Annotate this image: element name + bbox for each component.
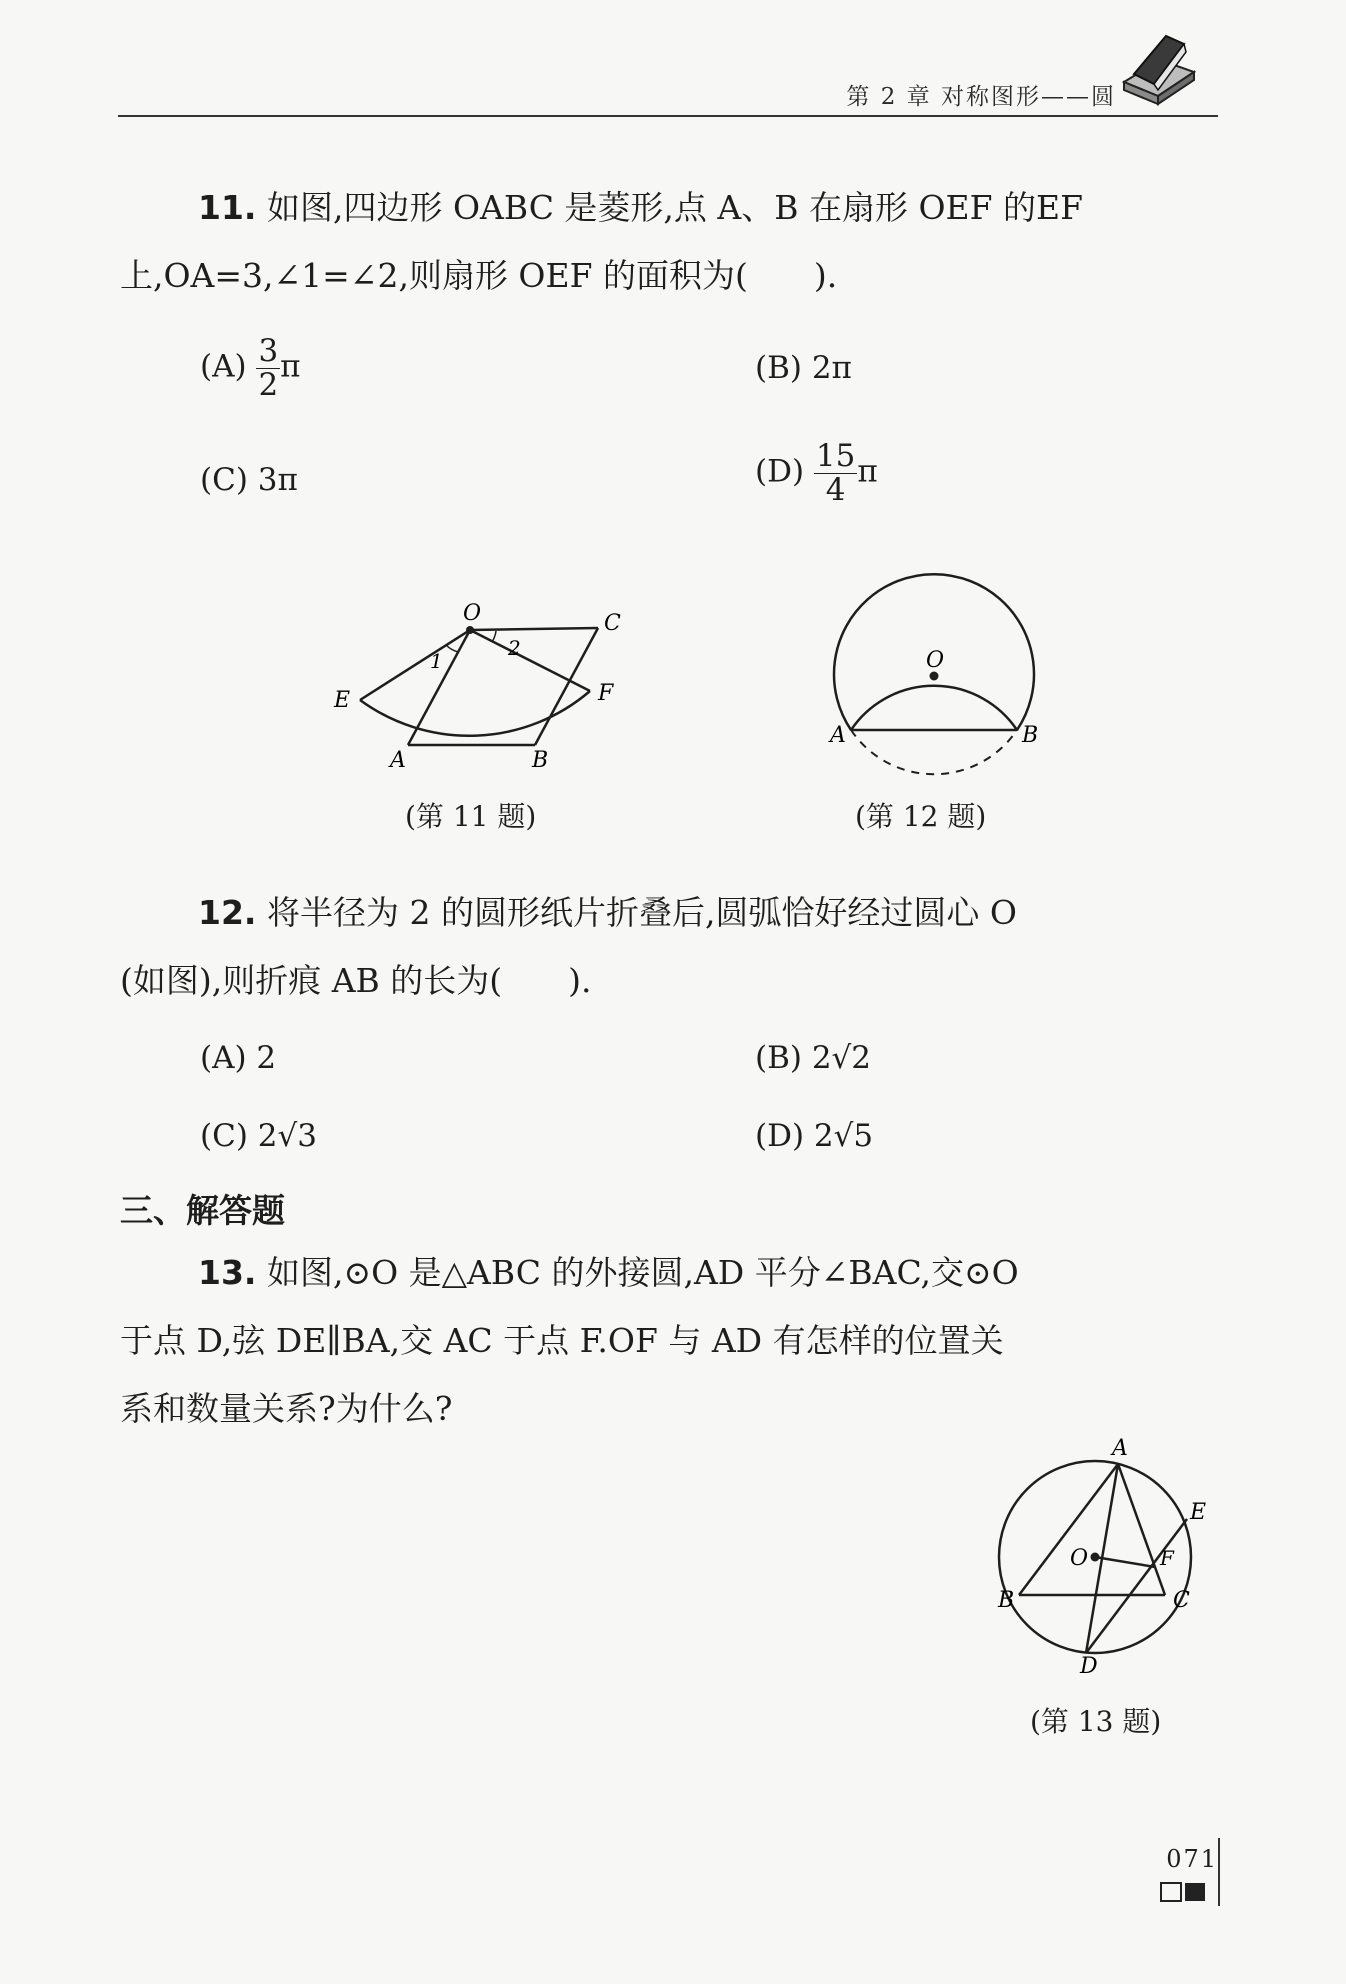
fig13-line-of [1095,1557,1155,1567]
fig13-line-de [1086,1519,1187,1653]
q13-text2: 于点 D,弦 DE∥BA,交 AC 于点 F.OF 与 AD 有怎样的位置关 [120,1321,1004,1360]
fig13-point-o [1091,1553,1100,1562]
fig11-label-a: A [390,748,406,773]
q11-option-a-fraction: $\frac{3}{2}$ [258,333,279,403]
fig13-label-b: B [998,1588,1015,1613]
fig11-label-1: 1 [430,649,443,673]
q11-text2: 上,OA=3,∠1=∠2,则扇形 OEF 的面积为( ). [120,256,838,295]
q12-option-a: (A) 2 [200,1040,277,1076]
footer-rule [1218,1838,1220,1906]
fig11-label-o: O [463,601,482,626]
q13-line1 [120,1240,1225,1306]
fig11-arc-ef [360,691,590,736]
fig11-line-oc [470,628,598,630]
q13-text3: 系和数量关系?为什么? [120,1389,453,1428]
q11-number: 11. [198,188,257,227]
fig11-line-cb [535,628,598,745]
q11-text1: 如图,四边形 OABC 是菱形,点 A、B 在扇形 OEF 的EF [266,188,1083,227]
q11-line1 [120,175,1225,241]
q12-number: 12. [198,893,257,932]
q11-option-d-fraction: $\frac{15}{4}$ [815,438,856,508]
q11-option-a: (A) $\frac{3}{2}$ π [200,333,301,403]
fig11-angle2-mark [492,631,496,642]
fig11-point-o [466,626,474,634]
q12-line1 [120,880,1225,946]
q13-text1: 如图,⊙O 是△ABC 的外接圆,AD 平分∠BAC,交⊙O [266,1253,1019,1292]
fig11-label-2: 2 [508,636,521,660]
footer-squares-icon [1160,1882,1208,1902]
fig12-label-b: B [1022,723,1039,748]
page-number: 071 [1166,1845,1218,1873]
fig11-label-f: F [598,681,614,706]
fig13-label-e: E [1190,1500,1207,1525]
q12-option-b: (B) 2√2 [755,1040,872,1076]
figure-12 [820,570,1050,790]
fig11-line-of [470,630,590,691]
fig13-label-d: D [1080,1654,1098,1675]
fig13-label-o: O [1070,1546,1089,1571]
fig11-line-oa [408,630,470,745]
fig13-label-c: C [1173,1588,1190,1613]
chapter-title: 第 2 章 对称图形——圆 [846,84,1116,110]
header-rule [118,115,1218,117]
book-icon [1120,30,1198,106]
q13-caption: (第 13 题) [1030,1705,1162,1738]
fig12-label-o: O [926,648,945,673]
q12-caption: (第 12 题) [855,800,987,833]
q13-number: 13. [198,1253,257,1292]
q12-text1: 将半径为 2 的圆形纸片折叠后,圆弧恰好经过圆心 O [266,893,1017,932]
q12-text2: (如图),则折痕 AB 的长为( ). [120,961,592,1000]
fig11-label-c: C [604,611,621,636]
fig11-line-oe [360,630,470,700]
fig12-folded-arc [851,686,1017,730]
q11-option-b: (B) 2π [755,350,852,386]
section-heading: 三、解答题 [120,1191,285,1230]
fig12-folded-arc-dashed [851,730,1017,774]
q11-option-d: (D) $\frac{15}{4}$ π [755,438,878,508]
fig11-label-b: B [532,748,549,773]
fig13-label-a: A [1112,1436,1128,1461]
figure-13 [980,1435,1230,1675]
q12-option-c: (C) 2√3 [200,1118,317,1154]
figure-11 [320,595,660,785]
fig11-label-e: E [334,688,351,713]
q11-caption: (第 11 题) [405,800,537,833]
q11-option-c: (C) 3π [200,462,298,498]
fig13-label-f: F [1160,1546,1174,1570]
fig12-label-a: A [830,723,846,748]
q12-option-d: (D) 2√5 [755,1118,874,1154]
fig11-angle1-mark [446,645,458,652]
